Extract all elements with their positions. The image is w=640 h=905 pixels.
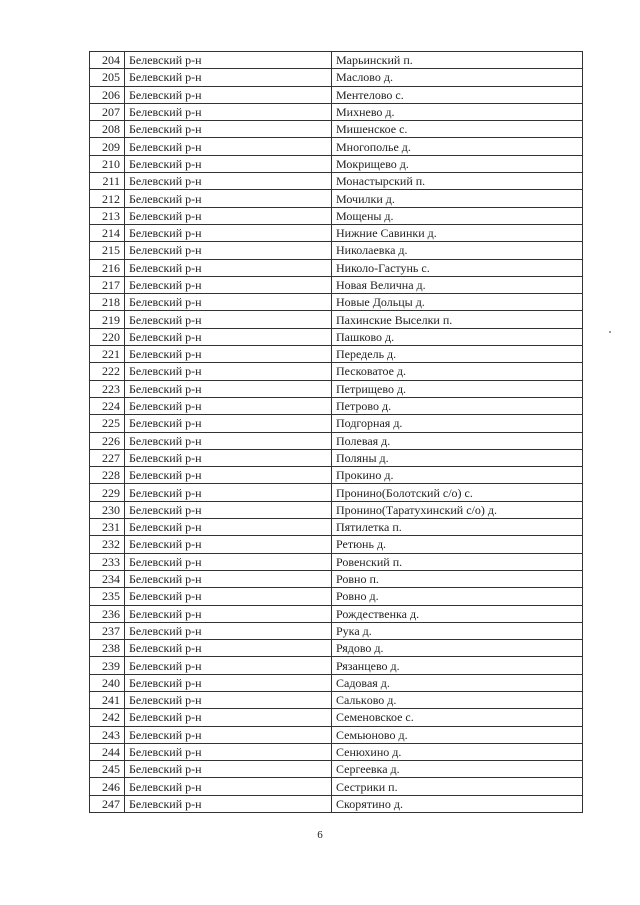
district-cell: Белевский р-н <box>125 691 332 708</box>
table-row <box>90 640 583 657</box>
settlement-cell: Нижние Савинки д. <box>332 224 583 241</box>
table-row <box>90 121 583 138</box>
table-row <box>90 207 583 224</box>
table-row <box>90 224 583 241</box>
table-row <box>90 432 583 449</box>
district-cell: Белевский р-н <box>125 640 332 657</box>
district-cell: Белевский р-н <box>125 173 332 190</box>
district-cell: Белевский р-н <box>125 588 332 605</box>
table-row <box>90 795 583 812</box>
table-row <box>90 570 583 587</box>
settlement-cell: Пахинские Выселки п. <box>332 311 583 328</box>
table-row <box>90 346 583 363</box>
row-number-cell: 229 <box>90 484 125 501</box>
settlement-cell: Петрово д. <box>332 397 583 414</box>
table-row <box>90 743 583 760</box>
row-number-cell: 235 <box>90 588 125 605</box>
table-row <box>90 778 583 795</box>
row-number-cell: 209 <box>90 138 125 155</box>
settlement-cell: Пятилетка п. <box>332 519 583 536</box>
table-row <box>90 622 583 639</box>
row-number-cell: 225 <box>90 415 125 432</box>
settlement-cell: Мокрищево д. <box>332 155 583 172</box>
settlement-cell: Монастырский п. <box>332 173 583 190</box>
district-cell: Белевский р-н <box>125 121 332 138</box>
settlement-cell: Маслово д. <box>332 69 583 86</box>
row-number-cell: 204 <box>90 52 125 69</box>
table-row <box>90 86 583 103</box>
table-row <box>90 415 583 432</box>
district-cell: Белевский р-н <box>125 519 332 536</box>
settlement-cell: Садовая д. <box>332 674 583 691</box>
district-cell: Белевский р-н <box>125 795 332 812</box>
district-cell: Белевский р-н <box>125 467 332 484</box>
row-number-cell: 239 <box>90 657 125 674</box>
table-row <box>90 674 583 691</box>
settlement-cell: Мощены д. <box>332 207 583 224</box>
table-row <box>90 484 583 501</box>
district-cell: Белевский р-н <box>125 605 332 622</box>
district-cell: Белевский р-н <box>125 276 332 293</box>
row-number-cell: 226 <box>90 432 125 449</box>
row-number-cell: 211 <box>90 173 125 190</box>
settlement-cell: Подгорная д. <box>332 415 583 432</box>
settlement-cell: Скорятино д. <box>332 795 583 812</box>
row-number-cell: 205 <box>90 69 125 86</box>
table-row <box>90 69 583 86</box>
settlement-cell: Поляны д. <box>332 449 583 466</box>
table-row <box>90 311 583 328</box>
row-number-cell: 222 <box>90 363 125 380</box>
row-number-cell: 237 <box>90 622 125 639</box>
district-cell: Белевский р-н <box>125 553 332 570</box>
settlement-cell: Новая Велична д. <box>332 276 583 293</box>
settlement-cell: Марьинский п. <box>332 52 583 69</box>
row-number-cell: 238 <box>90 640 125 657</box>
table-row <box>90 173 583 190</box>
table-row <box>90 691 583 708</box>
row-number-cell: 207 <box>90 103 125 120</box>
settlement-cell: Рука д. <box>332 622 583 639</box>
settlement-cell: Прокино д. <box>332 467 583 484</box>
district-cell: Белевский р-н <box>125 311 332 328</box>
settlement-cell: Мочилки д. <box>332 190 583 207</box>
district-cell: Белевский р-н <box>125 103 332 120</box>
row-number-cell: 246 <box>90 778 125 795</box>
settlement-cell: Пронино(Болотский с/о) с. <box>332 484 583 501</box>
table-row <box>90 242 583 259</box>
table-row <box>90 52 583 69</box>
settlement-cell: Пашково д. <box>332 328 583 345</box>
district-cell: Белевский р-н <box>125 536 332 553</box>
row-number-cell: 223 <box>90 380 125 397</box>
settlement-cell: Полевая д. <box>332 432 583 449</box>
table-row <box>90 726 583 743</box>
settlement-cell: Сестрики п. <box>332 778 583 795</box>
settlement-cell: Ровенский п. <box>332 553 583 570</box>
row-number-cell: 230 <box>90 501 125 518</box>
table-row <box>90 276 583 293</box>
district-cell: Белевский р-н <box>125 674 332 691</box>
row-number-cell: 218 <box>90 294 125 311</box>
district-cell: Белевский р-н <box>125 259 332 276</box>
district-cell: Белевский р-н <box>125 346 332 363</box>
row-number-cell: 232 <box>90 536 125 553</box>
row-number-cell: 213 <box>90 207 125 224</box>
district-cell: Белевский р-н <box>125 328 332 345</box>
table-row <box>90 397 583 414</box>
table-row <box>90 363 583 380</box>
row-number-cell: 220 <box>90 328 125 345</box>
row-number-cell: 221 <box>90 346 125 363</box>
table-row <box>90 103 583 120</box>
district-cell: Белевский р-н <box>125 190 332 207</box>
row-number-cell: 224 <box>90 397 125 414</box>
district-cell: Белевский р-н <box>125 501 332 518</box>
table-row <box>90 519 583 536</box>
row-number-cell: 219 <box>90 311 125 328</box>
district-cell: Белевский р-н <box>125 484 332 501</box>
settlement-cell: Мишенское с. <box>332 121 583 138</box>
settlement-cell: Ментелово с. <box>332 86 583 103</box>
row-number-cell: 227 <box>90 449 125 466</box>
settlement-cell: Многополье д. <box>332 138 583 155</box>
settlement-cell: Сергеевка д. <box>332 761 583 778</box>
district-cell: Белевский р-н <box>125 449 332 466</box>
table-row <box>90 449 583 466</box>
district-cell: Белевский р-н <box>125 657 332 674</box>
row-number-cell: 241 <box>90 691 125 708</box>
table-row <box>90 259 583 276</box>
table-row <box>90 605 583 622</box>
row-number-cell: 236 <box>90 605 125 622</box>
row-number-cell: 244 <box>90 743 125 760</box>
district-cell: Белевский р-н <box>125 155 332 172</box>
settlement-cell: Ровно п. <box>332 570 583 587</box>
row-number-cell: 240 <box>90 674 125 691</box>
row-number-cell: 212 <box>90 190 125 207</box>
settlement-cell: Семьюново д. <box>332 726 583 743</box>
settlement-cell: Ровно д. <box>332 588 583 605</box>
settlement-cell: Передель д. <box>332 346 583 363</box>
row-number-cell: 215 <box>90 242 125 259</box>
row-number-cell: 210 <box>90 155 125 172</box>
table-row <box>90 709 583 726</box>
table-row <box>90 380 583 397</box>
settlement-cell: Новые Дольцы д. <box>332 294 583 311</box>
district-cell: Белевский р-н <box>125 709 332 726</box>
district-cell: Белевский р-н <box>125 397 332 414</box>
row-number-cell: 206 <box>90 86 125 103</box>
district-cell: Белевский р-н <box>125 761 332 778</box>
district-cell: Белевский р-н <box>125 86 332 103</box>
row-number-cell: 247 <box>90 795 125 812</box>
table-row <box>90 155 583 172</box>
settlement-cell: Николо-Гастунь с. <box>332 259 583 276</box>
table-row <box>90 294 583 311</box>
settlement-cell: Николаевка д. <box>332 242 583 259</box>
district-cell: Белевский р-н <box>125 415 332 432</box>
district-cell: Белевский р-н <box>125 432 332 449</box>
row-number-cell: 216 <box>90 259 125 276</box>
row-number-cell: 243 <box>90 726 125 743</box>
district-cell: Белевский р-н <box>125 69 332 86</box>
settlement-cell: Семеновское с. <box>332 709 583 726</box>
district-cell: Белевский р-н <box>125 363 332 380</box>
settlement-cell: Рязанцево д. <box>332 657 583 674</box>
scan-speck <box>609 331 611 333</box>
row-number-cell: 208 <box>90 121 125 138</box>
settlement-cell: Салькoво д. <box>332 691 583 708</box>
table-body <box>90 52 583 813</box>
table-row <box>90 536 583 553</box>
district-cell: Белевский р-н <box>125 138 332 155</box>
settlement-cell: Сенюхино д. <box>332 743 583 760</box>
district-cell: Белевский р-н <box>125 224 332 241</box>
row-number-cell: 233 <box>90 553 125 570</box>
row-number-cell: 214 <box>90 224 125 241</box>
row-number-cell: 228 <box>90 467 125 484</box>
table-row <box>90 138 583 155</box>
row-number-cell: 217 <box>90 276 125 293</box>
settlement-cell: Песковатое д. <box>332 363 583 380</box>
district-cell: Белевский р-н <box>125 294 332 311</box>
district-cell: Белевский р-н <box>125 52 332 69</box>
row-number-cell: 231 <box>90 519 125 536</box>
district-cell: Белевский р-н <box>125 726 332 743</box>
table-row <box>90 588 583 605</box>
district-cell: Белевский р-н <box>125 207 332 224</box>
row-number-cell: 242 <box>90 709 125 726</box>
table-row <box>90 467 583 484</box>
district-cell: Белевский р-н <box>125 743 332 760</box>
district-cell: Белевский р-н <box>125 622 332 639</box>
settlement-cell: Пронино(Таратухинский с/о) д. <box>332 501 583 518</box>
table-row <box>90 761 583 778</box>
settlement-cell: Рождественка д. <box>332 605 583 622</box>
district-cell: Белевский р-н <box>125 380 332 397</box>
settlement-cell: Ретюнь д. <box>332 536 583 553</box>
settlement-cell: Михнево д. <box>332 103 583 120</box>
table-row <box>90 190 583 207</box>
district-cell: Белевский р-н <box>125 778 332 795</box>
table-row <box>90 501 583 518</box>
table-row <box>90 657 583 674</box>
table-row <box>90 553 583 570</box>
settlements-table <box>89 51 583 813</box>
district-cell: Белевский р-н <box>125 570 332 587</box>
settlement-cell: Петрищево д. <box>332 380 583 397</box>
row-number-cell: 234 <box>90 570 125 587</box>
row-number-cell: 245 <box>90 761 125 778</box>
district-cell: Белевский р-н <box>125 242 332 259</box>
table-row <box>90 328 583 345</box>
page-number: 6 <box>317 829 323 841</box>
settlement-cell: Рядово д. <box>332 640 583 657</box>
